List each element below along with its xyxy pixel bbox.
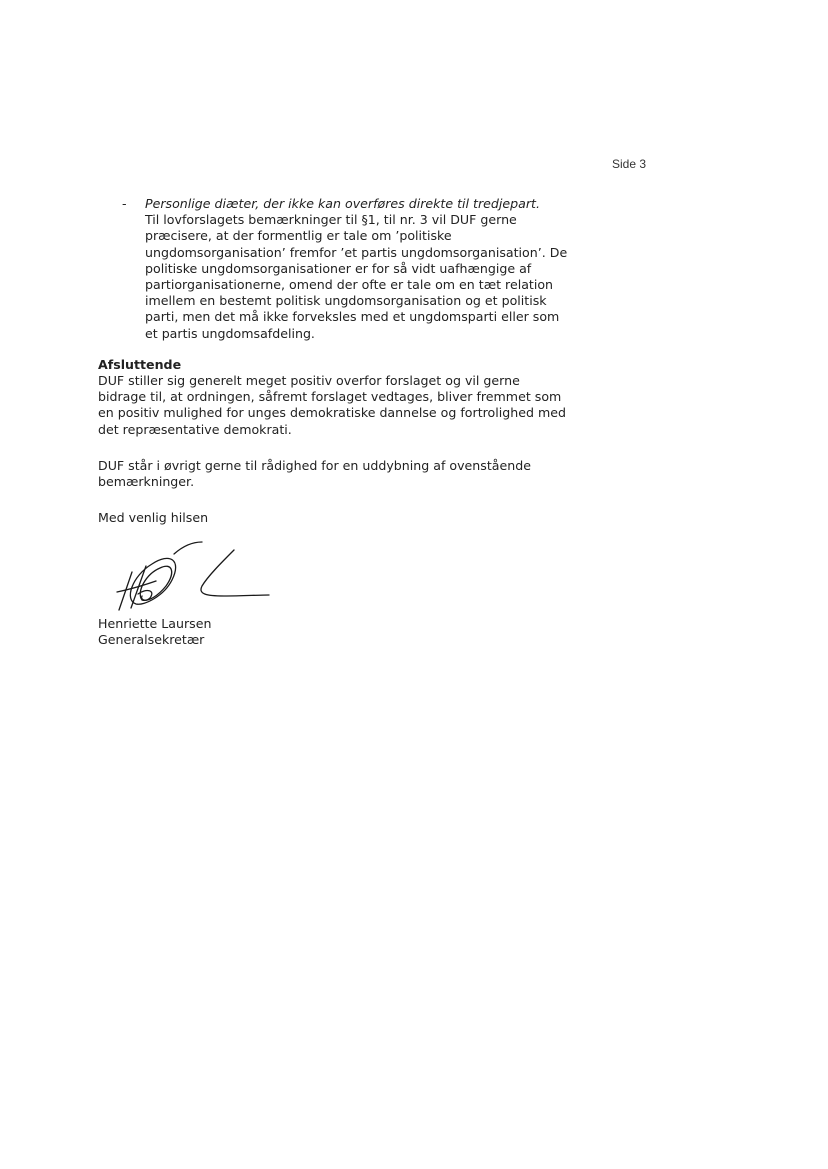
text-line: et partis ungdomsafdeling. — [145, 325, 315, 341]
text-line: Til lovforslagets bemærkninger til §1, til nr. 3 vil DUF gerne — [145, 212, 517, 228]
page-number: Side 3 — [612, 157, 647, 171]
text-line: politiske ungdomsorganisationer er for så vidt uafhængige af — [145, 260, 532, 276]
bullet-marker: - — [122, 196, 127, 211]
text-line: DUF stiller sig generelt meget positiv overfor forslaget og vil gerne — [98, 373, 520, 388]
signer-title: Generalsekretær — [98, 632, 205, 648]
bullet-body — [145, 212, 605, 342]
text-line: bidrage til, at ordningen, såfremt forslaget vedtages, bliver fremmet som — [98, 389, 562, 405]
availability-paragraph — [98, 458, 598, 490]
section-heading: Afsluttende — [98, 357, 182, 372]
text-line: imellem en bestemt politisk ungdomsorganisation og et politisk — [145, 293, 547, 309]
text-line: ungdomsorganisation’ fremfor ’et partis ungdomsorganisation’. De — [145, 244, 568, 260]
text-line: partiorganisationerne, omend der ofte er tale om en tæt relation — [145, 277, 554, 292]
handwritten-signature-icon — [112, 540, 282, 620]
signer-block — [98, 616, 211, 648]
signer-name: Henriette Laursen — [98, 616, 212, 631]
text-line: DUF står i øvrigt gerne til rådighed for en uddybning af ovenstående — [98, 458, 531, 473]
text-line: en positiv mulighed for unges demokratiske dannelse og fortrolighed med — [98, 405, 566, 421]
text-line: det repræsentative demokrati. — [98, 421, 292, 437]
text-line: bemærkninger. — [98, 474, 195, 490]
text-line: parti, men det må ikke forveksles med et ungdomsparti eller som — [145, 309, 560, 325]
bullet-heading: Personlige diæter, der ikke kan overføres direkte til tredjepart. — [145, 196, 540, 211]
text-line: præcisere, at der formentlig er tale om ’politiske — [145, 228, 452, 244]
closing-section — [98, 356, 598, 438]
closing-greeting: Med venlig hilsen — [98, 510, 209, 525]
